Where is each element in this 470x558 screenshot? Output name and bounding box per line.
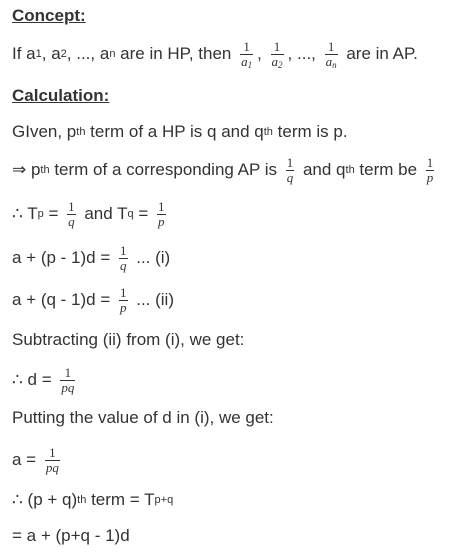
fraction-1-over-a1: $\frac{1}{a_1}$ [241, 38, 253, 70]
fraction-1-over-pq: $\frac{1}{pq}$ [45, 444, 59, 475]
fraction-1-over-q: $\frac{1}{q}$ [68, 198, 75, 229]
text: are in AP. [341, 43, 418, 63]
calc-line-term-pq: ∴ (p + q) th term = T p+q [12, 490, 174, 509]
calc-line-equation-ii: a + (q - 1)d = $\frac{1}{p}$ ... (ii) [12, 284, 174, 315]
fraction-1-over-q: $\frac{1}{q}$ [120, 242, 127, 273]
fraction-1-over-an: $\frac{1}{a_n}$ [325, 38, 337, 70]
fraction-1-over-q: $\frac{1}{q}$ [286, 154, 294, 185]
calc-line-ap-terms: ⇒ p th term of a corresponding AP is $\frac{1}{q}$ and q th term be $\frac{1}{p}$ [12, 154, 434, 185]
text: are in HP, then [115, 43, 237, 63]
calc-line-given: GIven, p th term of a HP is q and q th term is p. [12, 122, 348, 141]
calculation-heading: Calculation: [12, 86, 110, 105]
calc-line-subtracting: Subtracting (ii) from (i), we get: [12, 330, 245, 349]
calc-line-tp-tq: ∴ T p = $\frac{1}{q}$ and T q = $\frac{1}{p}$ [12, 198, 165, 229]
calc-line-equation-i: a + (p - 1)d = $\frac{1}{q}$ ... (i) [12, 242, 171, 273]
concept-statement: If a 1 , a 2 , ..., a n are in HP, then $\frac{1}{a_1}$ , $\frac{1}{a_2}$ , ..., $\frac{1}{a_n}$ are in AP. [12, 38, 418, 70]
calc-line-d-value: ∴ d = $\frac{1}{pq}$ [12, 364, 75, 395]
calc-line-a-value: a = $\frac{1}{pq}$ [12, 444, 59, 475]
fraction-1-over-p: $\frac{1}{p}$ [120, 284, 127, 315]
text: , a [41, 43, 61, 63]
text: If a [12, 43, 36, 63]
text: , ..., a [66, 43, 110, 63]
fraction-1-over-p: $\frac{1}{p}$ [426, 154, 434, 185]
text: , ..., [287, 43, 321, 63]
calc-line-putting: Putting the value of d in (i), we get: [12, 408, 274, 427]
fraction-1-over-p: $\frac{1}{p}$ [158, 198, 165, 229]
text: , [257, 43, 267, 63]
fraction-1-over-pq: $\frac{1}{pq}$ [61, 364, 75, 395]
calc-line-final: = a + (p+q - 1)d [12, 526, 130, 545]
fraction-1-over-a2: $\frac{1}{a_2}$ [271, 38, 283, 70]
concept-heading: Concept: [12, 6, 86, 25]
